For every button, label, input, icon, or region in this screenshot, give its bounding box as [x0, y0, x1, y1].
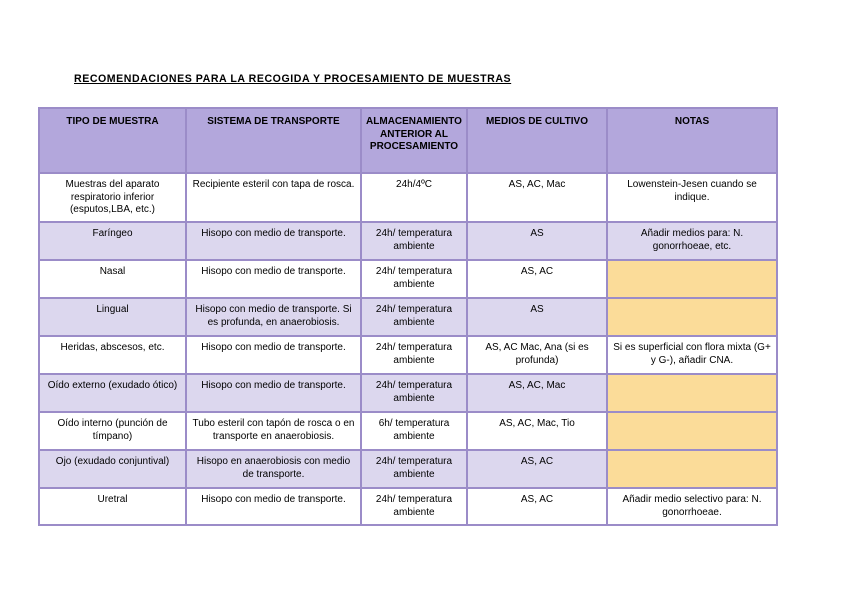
samples-table	[38, 107, 778, 526]
cell-medios-cultivo: AS	[467, 298, 607, 336]
cell-tipo-muestra: Nasal	[39, 260, 186, 298]
cell-notas: Lowenstein-Jesen cuando se indique.	[607, 173, 777, 222]
cell-tipo-muestra: Heridas, abscesos, etc.	[39, 336, 186, 374]
cell-almacenamiento: 24h/ temperatura ambiente	[361, 450, 467, 488]
cell-tipo-muestra: Faríngeo	[39, 222, 186, 260]
header-tipo-muestra: TIPO DE MUESTRA	[39, 108, 186, 173]
cell-almacenamiento: 24h/ temperatura ambiente	[361, 336, 467, 374]
table-header-row	[39, 108, 777, 173]
table-row	[39, 222, 777, 260]
cell-sistema-transporte: Hisopo con medio de transporte.	[186, 374, 361, 412]
cell-notas	[607, 260, 777, 298]
cell-medios-cultivo: AS, AC	[467, 260, 607, 298]
cell-medios-cultivo: AS, AC Mac, Ana (si es profunda)	[467, 336, 607, 374]
cell-notas	[607, 450, 777, 488]
cell-notas	[607, 412, 777, 450]
cell-notas: Añadir medios para: N. gonorrhoeae, etc.	[607, 222, 777, 260]
cell-medios-cultivo: AS, AC, Mac	[467, 374, 607, 412]
cell-notas	[607, 374, 777, 412]
cell-sistema-transporte: Recipiente esteril con tapa de rosca.	[186, 173, 361, 222]
cell-sistema-transporte: Hisopo con medio de transporte.	[186, 222, 361, 260]
cell-medios-cultivo: AS	[467, 222, 607, 260]
cell-sistema-transporte: Hisopo con medio de transporte.	[186, 260, 361, 298]
table-row	[39, 173, 777, 222]
cell-medios-cultivo: AS, AC	[467, 450, 607, 488]
cell-sistema-transporte: Hisopo con medio de transporte.	[186, 488, 361, 525]
cell-notas: Añadir medio selectivo para: N. gonorrhoeae.	[607, 488, 777, 525]
table-row	[39, 450, 777, 488]
cell-tipo-muestra: Ojo (exudado conjuntival)	[39, 450, 186, 488]
header-notas: NOTAS	[607, 108, 777, 173]
table-row	[39, 374, 777, 412]
cell-tipo-muestra: Lingual	[39, 298, 186, 336]
cell-sistema-transporte: Hisopo con medio de transporte.	[186, 336, 361, 374]
cell-tipo-muestra: Oído interno (punción de tímpano)	[39, 412, 186, 450]
document-title: RECOMENDACIONES PARA LA RECOGIDA Y PROCESAMIENTO DE MUESTRAS	[74, 73, 512, 85]
cell-almacenamiento: 24h/ temperatura ambiente	[361, 374, 467, 412]
cell-notas: Si es superficial con flora mixta (G+ y G-), añadir CNA.	[607, 336, 777, 374]
cell-almacenamiento: 24h/4ºC	[361, 173, 467, 222]
table-body	[39, 173, 777, 525]
cell-tipo-muestra: Uretral	[39, 488, 186, 525]
table-row	[39, 260, 777, 298]
cell-medios-cultivo: AS, AC	[467, 488, 607, 525]
cell-sistema-transporte: Hisopo con medio de transporte. Si es profunda, en anaerobiosis.	[186, 298, 361, 336]
cell-sistema-transporte: Tubo esteril con tapón de rosca o en transporte en anaerobiosis.	[186, 412, 361, 450]
cell-sistema-transporte: Hisopo en anaerobiosis con medio de transporte.	[186, 450, 361, 488]
header-sistema-transporte: SISTEMA DE TRANSPORTE	[186, 108, 361, 173]
header-medios-cultivo: MEDIOS DE CULTIVO	[467, 108, 607, 173]
cell-almacenamiento: 6h/ temperatura ambiente	[361, 412, 467, 450]
cell-almacenamiento: 24h/ temperatura ambiente	[361, 488, 467, 525]
header-almacenamiento: ALMACENAMIENTO ANTERIOR AL PROCESAMIENTO	[361, 108, 467, 173]
cell-almacenamiento: 24h/ temperatura ambiente	[361, 222, 467, 260]
cell-tipo-muestra: Oído externo (exudado ótico)	[39, 374, 186, 412]
table-row	[39, 298, 777, 336]
cell-notas	[607, 298, 777, 336]
cell-medios-cultivo: AS, AC, Mac, Tio	[467, 412, 607, 450]
cell-almacenamiento: 24h/ temperatura ambiente	[361, 260, 467, 298]
table-row	[39, 336, 777, 374]
cell-tipo-muestra: Muestras del aparato respiratorio inferior (esputos,LBA, etc.)	[39, 173, 186, 222]
table-row	[39, 412, 777, 450]
cell-medios-cultivo: AS, AC, Mac	[467, 173, 607, 222]
cell-almacenamiento: 24h/ temperatura ambiente	[361, 298, 467, 336]
table-row	[39, 488, 777, 525]
